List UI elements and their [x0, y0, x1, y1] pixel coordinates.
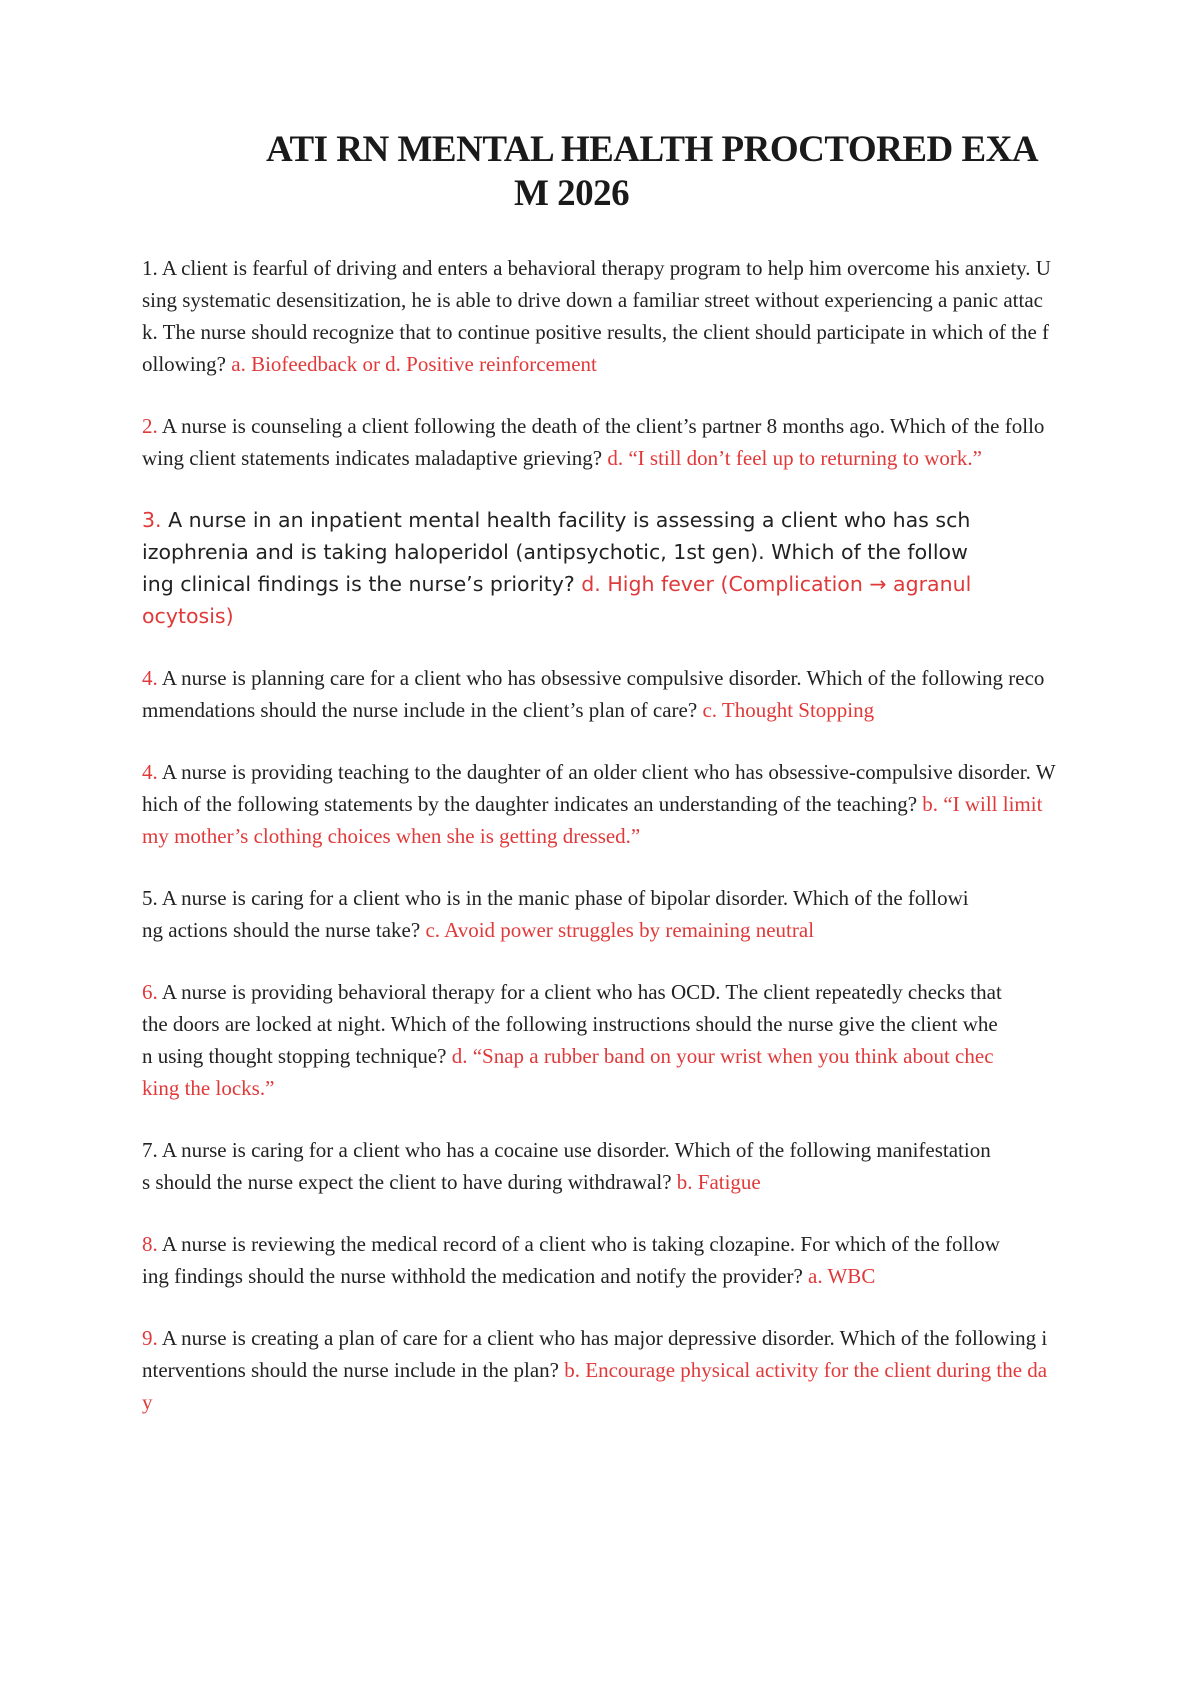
answer-text: b. Encourage physical activity for the client during the day	[142, 1358, 1048, 1414]
question-number: 5.	[142, 886, 158, 910]
title-line-1: ATI RN MENTAL HEALTH PROCTORED EXA	[266, 129, 1039, 170]
question-number: 4.	[142, 666, 158, 690]
question-text: A nurse is caring for a client who is in the manic phase of bipolar disorder. Which of the following actions should the nurse take?	[142, 886, 969, 942]
question-text: A nurse is caring for a client who has a cocaine use disorder. Which of the following manifestations should the nurse expect the client to have during withdrawal?	[142, 1138, 991, 1194]
question-text: A nurse is providing teaching to the daughter of an older client who has obsessive-compulsive disorder. Which of the following statements by the daughter indicates an understanding of the teaching?	[142, 760, 1056, 816]
question-item	[142, 882, 972, 946]
question-item	[142, 252, 1057, 380]
question-text: A nurse is counseling a client following the death of the client’s partner 8 months ago. Which of the following client statements indicates maladaptive grieving?	[142, 414, 1045, 470]
answer-text: d. High fever (Complication → agranulocytosis)	[142, 572, 972, 628]
question-number: 3.	[142, 508, 162, 532]
question-item	[142, 1134, 992, 1198]
question-number: 1.	[142, 256, 158, 280]
question-number: 2.	[142, 414, 158, 438]
question-item	[142, 756, 1057, 852]
question-number: 9.	[142, 1326, 158, 1350]
answer-text: c. Avoid power struggles by remaining neutral	[425, 918, 815, 942]
answer-text: b. Fatigue	[676, 1170, 761, 1194]
question-text: A nurse is creating a plan of care for a client who has major depressive disorder. Which of the following interventions should the nurse include in the plan?	[142, 1326, 1048, 1382]
question-number: 7.	[142, 1138, 158, 1162]
answer-text: a. Biofeedback or d. Positive reinforcement	[231, 352, 597, 376]
question-text: A nurse in an inpatient mental health facility is assessing a client who has schizophrenia and is taking haloperidol (antipsychotic, 1st gen). Which of the following clinical findings is the nurse’s priority?	[142, 508, 971, 596]
question-list	[142, 252, 1057, 1418]
question-text: A nurse is providing behavioral therapy for a client who has OCD. The client repeatedly checks that the doors are locked at night. Which of the following instructions should the nurse give the client when using thought stopping technique?	[142, 980, 1002, 1068]
answer-text: c. Thought Stopping	[702, 698, 875, 722]
answer-text: d. “Snap a rubber band on your wrist when you think about checking the locks.”	[142, 1044, 994, 1100]
answer-text: d. “I still don’t feel up to returning to work.”	[607, 446, 982, 470]
question-item	[142, 976, 1002, 1104]
question-number: 8.	[142, 1232, 158, 1256]
question-number: 4.	[142, 760, 158, 784]
question-item	[142, 1322, 1057, 1418]
question-text: A client is fearful of driving and enters a behavioral therapy program to help him overcome his anxiety. Using systematic desensitization, he is able to drive down a familiar street without experiencing a panic attack. The nurse should recognize that to continue positive results, the client should participate in which of the following?	[142, 256, 1051, 376]
question-item	[142, 662, 1057, 726]
question-text: A nurse is reviewing the medical record of a client who is taking clozapine. For which of the following findings should the nurse withhold the medication and notify the provider?	[142, 1232, 1000, 1288]
question-text: A nurse is planning care for a client who has obsessive compulsive disorder. Which of the following recommendations should the nurse include in the client’s plan of care?	[142, 666, 1045, 722]
question-item	[142, 504, 972, 632]
question-item	[142, 1228, 1002, 1292]
question-number: 6.	[142, 980, 158, 1004]
title-line-2: M 2026	[514, 173, 630, 214]
page-title	[240, 128, 1040, 216]
question-item	[142, 410, 1057, 474]
answer-text: a. WBC	[808, 1264, 876, 1288]
answer-text: b. “I will limit my mother’s clothing choices when she is getting dressed.”	[142, 792, 1043, 848]
